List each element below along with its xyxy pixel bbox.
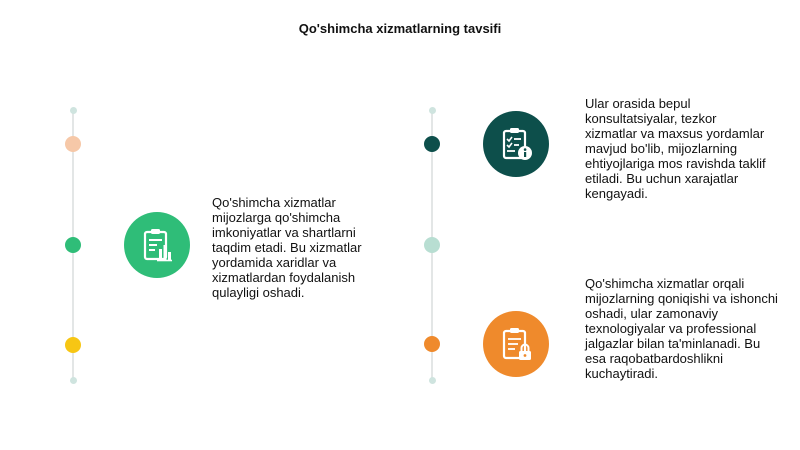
item-1-description: Qo'shimcha xizmatlar mijozlarga qo'shimcha imkoniyatlar va shartlarni taqdim etadi. Bu xizmatlar yordamida xaridlar va xizmatlardan foydalanish qulayligi oshadi. [212, 195, 362, 300]
item-2-icon-circle [483, 111, 549, 177]
clipboard-lock-icon [496, 324, 536, 364]
item-1-icon-circle [124, 212, 190, 278]
clipboard-info-icon [496, 124, 536, 164]
timeline-left-node-green [65, 237, 81, 253]
timeline-left-node-yellow [65, 337, 81, 353]
timeline-right-top-endpoint [429, 107, 436, 114]
item-3-description: Qo'shimcha xizmatlar orqali mijozlarning qoniqishi va ishonchi oshadi, ular zamonaviy texnologiyalar va professional jalgazlar bilan ta'minlanadi. Bu esa raqobatbardoshlikni kuchaytiradi. [585, 276, 778, 381]
item-2-description: Ular orasida bepul konsultatsiyalar, tezkor xizmatlar va maxsus yordamlar mavjud bo'lib, mijozlarning ehtiyojlariga mos ravishda taklif etiladi. Bu uchun xarajatlar kengayadi. [585, 96, 766, 201]
timeline-left-bottom-endpoint [70, 377, 77, 384]
timeline-right-node-orange [424, 336, 440, 352]
timeline-right-node-light-teal [424, 237, 440, 253]
clipboard-chart-icon [137, 225, 177, 265]
timeline-left-node-peach [65, 136, 81, 152]
diagram-title: Qo'shimcha xizmatlarning tavsifi [298, 21, 502, 36]
item-3-icon-circle [483, 311, 549, 377]
timeline-left-top-endpoint [70, 107, 77, 114]
timeline-right-node-dark-teal [424, 136, 440, 152]
timeline-right-bottom-endpoint [429, 377, 436, 384]
